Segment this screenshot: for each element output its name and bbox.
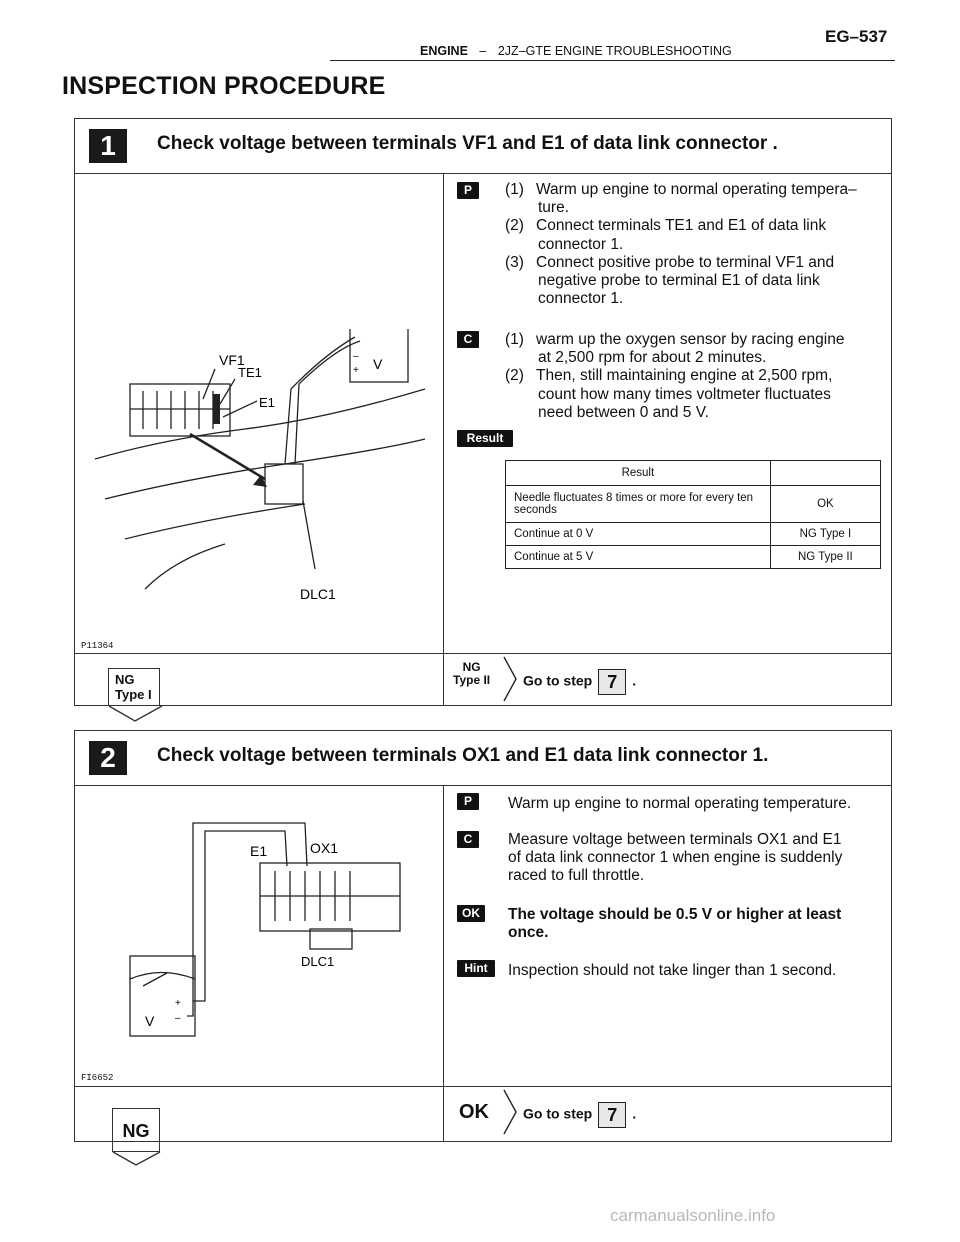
step2-title: Check voltage between terminals OX1 and E1 data link connector 1. bbox=[157, 745, 769, 766]
step2-prep-text: Warm up engine to normal operating temperature. bbox=[508, 795, 852, 812]
table-row: Continue at 5 V NG Type II bbox=[506, 546, 881, 569]
header-section: ENGINE bbox=[420, 44, 468, 58]
meter-v-label: V bbox=[145, 1013, 155, 1029]
step2-check-text: Measure voltage between terminals OX1 and E1 of data link connector 1 when engine is suddenly raced to full throttle. bbox=[508, 831, 843, 885]
header-separator: – bbox=[479, 44, 487, 58]
step2-header bbox=[75, 731, 891, 786]
header-subsection: 2JZ–GTE ENGINE TROUBLESHOOTING bbox=[497, 44, 732, 58]
label-e1: E1 bbox=[259, 395, 275, 410]
step1-number: 1 bbox=[89, 129, 127, 163]
step1-column-divider bbox=[443, 173, 444, 705]
step2-number: 2 bbox=[89, 741, 127, 775]
step1-goto-step-box: 7 bbox=[598, 669, 626, 695]
table-row: Continue at 0 V NG Type I bbox=[506, 523, 881, 546]
step2-panel bbox=[74, 730, 892, 1142]
watermark: carmanualsonline.info bbox=[610, 1206, 776, 1225]
step1-check-list: (1) warm up the oxygen sensor by racing engine at 2,500 rpm for about 2 minutes. (2) Then, still maintaining engine at 2,500 rpm, count how many times voltmeter fluctuates need between 0 and 5 V. bbox=[505, 331, 845, 421]
page-title: INSPECTION PROCEDURE bbox=[62, 72, 386, 100]
step1-branch-ng-type2: NG Type II bbox=[453, 660, 491, 687]
meter-minus-label: – bbox=[353, 351, 359, 362]
step2-branch-ng: NG bbox=[112, 1108, 160, 1152]
step1-branch-divider bbox=[75, 653, 891, 654]
label-e1: E1 bbox=[250, 843, 268, 859]
step1-prep-item-2: (2) Connect terminals TE1 and E1 of data link bbox=[505, 217, 827, 235]
step1-branch-ng-type1: NG Type I bbox=[108, 668, 160, 706]
page-number: EG–537 bbox=[825, 27, 888, 46]
step1-branch-chevron bbox=[503, 656, 519, 702]
step2-ng-arrow bbox=[112, 1151, 164, 1167]
step1-check-item-2: (2) Then, still maintaining engine at 2,500 rpm, bbox=[505, 367, 833, 385]
step1-type1-arrow bbox=[108, 705, 164, 723]
step2-check-tag: C bbox=[457, 831, 479, 848]
table-row: Needle fluctuates 8 times or more for every ten seconds OK bbox=[506, 486, 881, 523]
step1-header bbox=[75, 119, 891, 174]
step1-prep-list: (1) Warm up engine to normal operating tempera– ture. (2) Connect terminals TE1 and E1 of data link connector 1. (3) Connect positive probe to terminal VF1 and negative probe to terminal E1 of data link connector 1. bbox=[505, 181, 857, 308]
step2-ok-text: The voltage should be 0.5 V or higher at least once. bbox=[508, 906, 842, 942]
label-vf1: VF1 bbox=[219, 352, 245, 368]
step2-branch-chevron bbox=[503, 1089, 519, 1135]
step1-check-tag: C bbox=[457, 331, 479, 348]
step2-figure-id: FI6652 bbox=[81, 1073, 114, 1083]
meter-plus-label: + bbox=[175, 998, 181, 1009]
label-te1: TE1 bbox=[238, 365, 262, 380]
result-table-header-row: Result bbox=[506, 461, 881, 486]
step2-hint-text: Inspection should not take linger than 1 second. bbox=[508, 962, 837, 979]
step1-prep-tag: P bbox=[457, 182, 479, 199]
label-dlc1: DLC1 bbox=[300, 586, 336, 602]
step2-ok-tag: OK bbox=[457, 905, 485, 922]
step1-result-tag: Result bbox=[457, 430, 513, 447]
step1-prep-item-1: (1) Warm up engine to normal operating tempera– bbox=[505, 181, 857, 198]
step2-branch-ok: OK bbox=[459, 1101, 489, 1123]
step1-title: Check voltage between terminals VF1 and E1 of data link connector . bbox=[157, 133, 778, 154]
step2-hint-tag: Hint bbox=[457, 960, 495, 977]
step2-column-divider bbox=[443, 785, 444, 1141]
step1-prep-item-3: (3) Connect positive probe to terminal VF1 and bbox=[505, 253, 835, 271]
meter-plus-label: + bbox=[353, 365, 359, 376]
result-table bbox=[505, 460, 881, 569]
meter-v-label: V bbox=[373, 356, 383, 372]
label-ox1: OX1 bbox=[310, 840, 339, 856]
step1-connector-figure bbox=[85, 329, 435, 629]
step2-prep-tag: P bbox=[457, 793, 479, 810]
step2-goto: Go to step 7 . bbox=[523, 1102, 636, 1128]
step1-figure-id: P11364 bbox=[81, 641, 114, 651]
step2-connector-figure bbox=[95, 811, 435, 1071]
running-header bbox=[420, 44, 732, 58]
step1-check-item-1: (1) warm up the oxygen sensor by racing engine bbox=[505, 331, 845, 348]
step1-panel bbox=[74, 118, 892, 706]
meter-minus-label: – bbox=[175, 1013, 181, 1024]
label-dlc1: DLC1 bbox=[301, 954, 335, 969]
step2-goto-step-box: 7 bbox=[598, 1102, 626, 1128]
step2-branch-divider bbox=[75, 1086, 891, 1087]
header-rule bbox=[330, 60, 895, 61]
step1-goto: Go to step 7 . bbox=[523, 669, 636, 695]
